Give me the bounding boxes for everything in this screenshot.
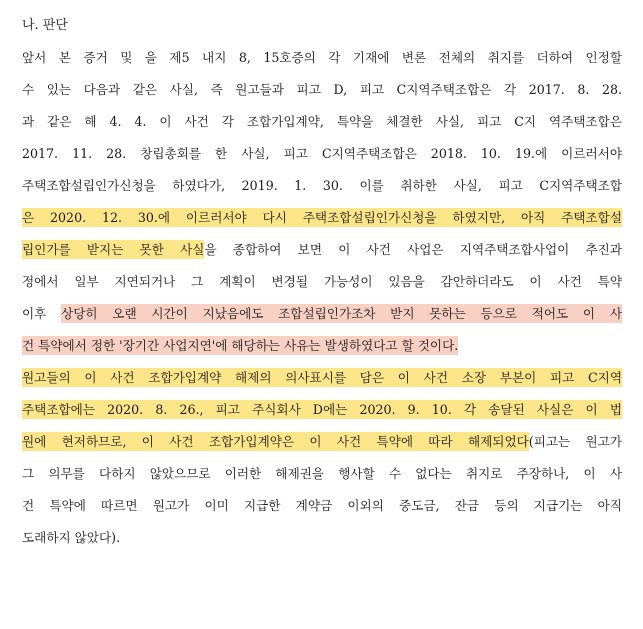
paragraph-line-10	[22, 330, 622, 362]
highlighted-text: 건 특약에서 정한 '장기간 사업지연'에 해당하는 사유는 발생하였다고 할 것이다.	[22, 338, 459, 353]
paragraph-line-11	[22, 362, 622, 394]
paragraph-line-14	[22, 458, 622, 490]
highlighted-text: 상당히 오랜 시간이 지났음에도 조합설립인가조차 받지 못하는 등으로 적어도 이 사	[61, 306, 622, 321]
paragraph-line-1	[22, 42, 622, 74]
line-text: 도래하지 않았다).	[22, 530, 121, 545]
paragraph-line-8	[22, 266, 622, 298]
highlighted-text: 원고들의 이 사건 조합가입계약 해제의 의사표시를 담은 이 사건 소장 부본이 피고 C지역	[22, 370, 622, 385]
paragraph-line-16	[22, 522, 622, 554]
paragraph-line-7	[22, 234, 622, 266]
paragraph-line-3	[22, 106, 622, 138]
paragraph-line-15	[22, 490, 622, 522]
highlighted-text: 주택조합에는 2020. 8. 26., 피고 주식회사 D에는 2020. 9. 10. 각 송달된 사실은 이 법	[22, 402, 622, 417]
line-text: 2017. 11. 28. 창립총회를 한 사실, 피고 C지역주택조합은 2018. 10. 19.에 이르러서야	[22, 146, 622, 161]
paragraph-line-6	[22, 202, 622, 234]
paragraph-line-5	[22, 170, 622, 202]
line-text: 수 있는 다음과 같은 사실, 즉 원고들과 피고 D, 피고 C지역주택조합은 각 2017. 8. 28.	[22, 82, 622, 97]
paragraph-line-2	[22, 74, 622, 106]
line-text: 건 특약에 따르면 원고가 이미 지급한 계약금 이외의 중도금, 잔금 등의 지급기는 아직	[22, 498, 622, 513]
paragraph-line-9	[22, 298, 622, 330]
highlighted-text: 립인가를 받지는 못한 사실	[22, 242, 205, 257]
document-body	[22, 10, 622, 554]
line-text: 이후	[22, 306, 62, 321]
line-text: 을 종합하여 보면 이 사건 사업은 지역주택조합사업이 추진과	[204, 242, 622, 257]
paragraph-line-4	[22, 138, 622, 170]
line-text: 과 같은 해 4. 4. 이 사건 각 조합가입계약, 특약을 체결한 사실, 피고 C지 역주택조합은	[22, 114, 622, 129]
line-text: 그 의무를 다하지 않았으므로 이러한 해제권을 행사할 수 없다는 취지로 주장하나, 이 사	[22, 466, 622, 481]
line-text: 주택조합설립인가신청을 하였다가, 2019. 1. 30. 이를 취하한 사실, 피고 C지역주택조합	[22, 178, 622, 193]
line-text: 정에서 일부 지연되거나 그 계획이 변경될 가능성이 있음을 감안하더라도 이 사건 특약	[22, 274, 622, 289]
section-heading: 나. 판단	[22, 18, 68, 33]
highlighted-text: 은 2020. 12. 30.에 이르러서야 다시 주택조합설립인가신청을 하였지만, 아직 주택조합설	[22, 210, 622, 225]
highlighted-text: 원에 현저하므로, 이 사건 조합가입계약은 이 사건 특약에 따라 해제되었다	[22, 434, 529, 449]
line-text: (피고는 원고가	[528, 434, 622, 449]
paragraph-line-12	[22, 394, 622, 426]
paragraph-line-13	[22, 426, 622, 458]
line-text: 앞서 본 증거 및 을 제5 내지 8, 15호증의 각 기재에 변론 전체의 취지를 더하여 인정할	[22, 50, 622, 65]
